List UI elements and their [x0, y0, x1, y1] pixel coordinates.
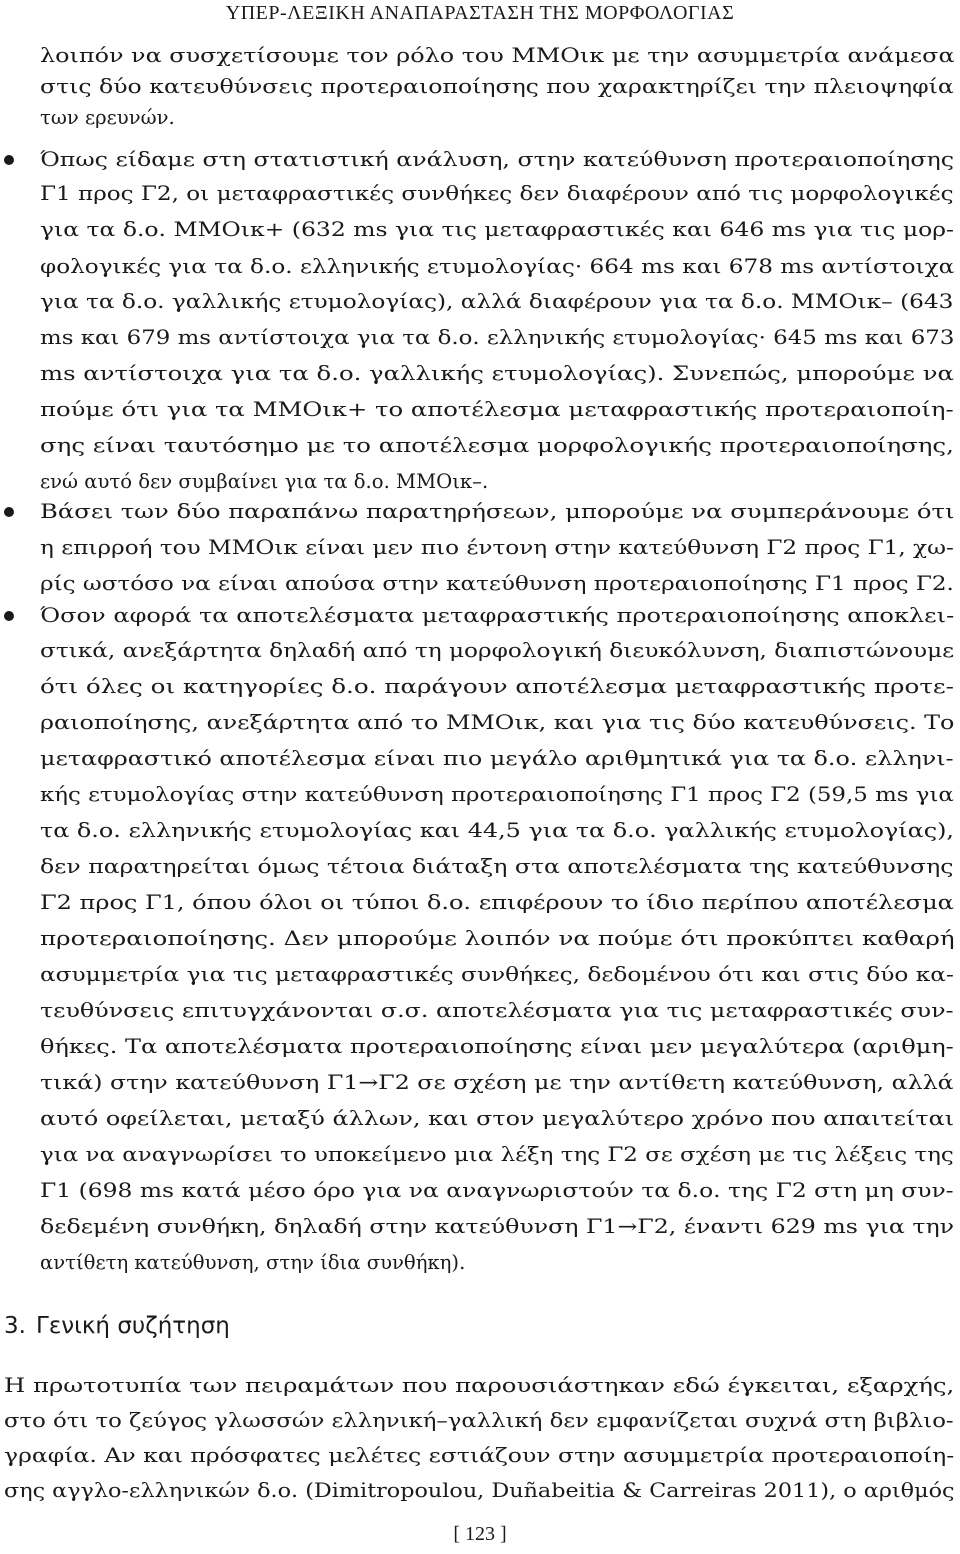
section-line: σης αγγλο-ελληνικών δ.ο. (Dimitropoulou, Duñabeitia & Carreiras 2011), ο αριθμός — [4, 1479, 955, 1502]
body-line: στικά, ανεξάρτητα δηλαδή από τη μορφολογική διευκόλυνση, διαπιστώνουμε — [40, 639, 955, 662]
body-line: μεταφραστικό αποτέλεσμα είναι πιο μεγάλο αριθμητικά για τα δ.ο. ελληνι- — [40, 747, 954, 770]
body-line: Γ1 (698 ms κατά μέσο όρο για να αναγνωριστούν τα δ.ο. της Γ2 στη μη συν- — [40, 1179, 954, 1202]
body-line: ενώ αυτό δεν συμβαίνει για τα δ.ο. ΜΜΟικ–. — [40, 470, 489, 493]
body-line: δεν παρατηρείται όμως τέτοια διάταξη στα αποτελέσματα της κατεύθυνσης — [40, 855, 954, 878]
body-line: τα δ.ο. ελληνικής ετυμολογίας και 44,5 για τα δ.ο. γαλλικής ετυμολογίας), — [40, 819, 955, 842]
body-line: Βάσει των δύο παραπάνω παρατηρήσεων, μπορούμε να συμπεράνουμε ότι — [40, 500, 955, 523]
section-line: στο ότι το ζεύγος γλωσσών ελληνική–γαλλική δεν εμφανίζεται συχνά στη βιβλιο- — [4, 1409, 954, 1432]
body-line: η επιρροή του ΜΜΟικ είναι μεν πιο έντονη στην κατεύθυνση Γ2 προς Γ1, χω- — [40, 536, 954, 559]
body-line: ραιοποίησης, ανεξάρτητα από το ΜΜΟικ, και για τις δύο κατευθύνσεις. Το — [40, 711, 955, 734]
section-number: 3. — [4, 1313, 26, 1339]
body-line: Όσον αφορά τα αποτελέσματα μεταφραστικής προτεραιοποίησης αποκλει- — [40, 604, 955, 627]
body-line: λοιπόν να συσχετίσουμε τον ρόλο του ΜΜΟικ με την ασυμμετρία ανάμεσα — [40, 44, 955, 67]
body-line: για να αναγνωρίσει το υποκείμενο μια λέξη της Γ2 σε σχέση με τις λέξεις της — [40, 1143, 954, 1166]
body-line: δεδεμένη συνθήκη, δηλαδή στην κατεύθυνση Γ1→Γ2, έναντι 629 ms για την — [40, 1215, 955, 1238]
section-line: γραφία. Αν και πρόσφατες μελέτες εστιάζουν στην ασυμμετρία προτεραιοποίη- — [4, 1444, 955, 1467]
body-line: φολογικές για τα δ.ο. ελληνικής ετυμολογίας· 664 ms και 678 ms αντίστοιχα — [40, 255, 955, 278]
section-line: Η πρωτοτυπία των πειραμάτων που παρουσιάστηκαν εδώ έγκειται, εξαρχής, — [4, 1374, 955, 1397]
body-line: για τα δ.ο. γαλλικής ετυμολογίας), αλλά διαφέρουν για τα δ.ο. ΜΜΟικ– (643 — [40, 290, 954, 313]
body-line: ms και 679 ms αντίστοιχα για τα δ.ο. ελληνικής ετυμολογίας· 645 ms και 673 — [40, 326, 955, 349]
body-line: πούμε ότι για τα ΜΜΟικ+ το αποτέλεσμα μεταφραστικής προτεραιοποίη- — [40, 398, 954, 421]
body-line: τευθύνσεις επιτυγχάνονται σ.σ. αποτελέσματα για τις μεταφραστικές συν- — [40, 999, 954, 1022]
body-line: σης είναι ταυτόσημο με το αποτέλεσμα μορφολογικής προτεραιοποίησης, — [40, 434, 954, 457]
bullet-icon — [4, 611, 14, 621]
body-line: αυτό οφείλεται, μεταξύ άλλων, και στον μεγαλύτερο χρόνο που απαιτείται — [40, 1107, 955, 1130]
section-title: Γενική συζήτηση — [36, 1313, 230, 1339]
body-line: ασυμμετρία για τις μεταφραστικές συνθήκες, δεδομένου ότι και στις δύο κα- — [40, 963, 954, 986]
running-head: ΥΠΕΡ-ΛΕΞΙΚΗ ΑΝΑΠΑΡΑΣΤΑΣΗ ΤΗΣ ΜΟΡΦΟΛΟΓΙΑΣ — [225, 2, 735, 24]
section-heading — [4, 1310, 230, 1342]
body-line: ms αντίστοιχα για τα δ.ο. γαλλικής ετυμολογίας). Συνεπώς, μπορούμε να — [40, 362, 954, 385]
body-line: κής ετυμολογίας στην κατεύθυνση προτεραιοποίησης Γ1 προς Γ2 (59,5 ms για — [40, 783, 954, 806]
body-line: θήκες. Τα αποτελέσματα προτεραιοποίησης είναι μεν μεγαλύτερα (αριθμη- — [40, 1035, 954, 1058]
body-line: αντίθετη κατεύθυνση, στην ίδια συνθήκη). — [40, 1251, 466, 1274]
body-line: Γ2 προς Γ1, όπου όλοι οι τύποι δ.ο. επιφέρουν το ίδιο περίπου αποτέλεσμα — [40, 891, 954, 914]
body-line: προτεραιοποίησης. Δεν μπορούμε λοιπόν να πούμε ότι προκύπτει καθαρή — [40, 927, 955, 950]
body-line: Όπως είδαμε στη στατιστική ανάλυση, στην κατεύθυνση προτεραιοποίησης — [40, 148, 954, 171]
body-line: τικά) στην κατεύθυνση Γ1→Γ2 σε σχέση με την αντίθετη κατεύθυνση, αλλά — [40, 1071, 954, 1094]
body-line: στις δύο κατευθύνσεις προτεραιοποίησης που χαρακτηρίζει την πλειοψηφία — [40, 75, 954, 98]
bullet-icon — [4, 155, 14, 165]
body-line: Γ1 προς Γ2, οι μεταφραστικές συνθήκες δεν διαφέρουν από τις μορφολογικές — [40, 182, 954, 205]
body-line: των ερευνών. — [40, 106, 175, 129]
body-line: ρίς ωστόσο να είναι απούσα στην κατεύθυνση προτεραιοποίησης Γ1 προς Γ2. — [40, 572, 954, 595]
body-line: για τα δ.ο. ΜΜΟικ+ (632 ms για τις μεταφραστικές και 646 ms για τις μορ- — [40, 218, 954, 241]
bullet-icon — [4, 507, 14, 517]
page-number: [ 123 ] — [453, 1523, 507, 1545]
body-line: ότι όλες οι κατηγορίες δ.ο. παράγουν αποτέλεσμα μεταφραστικής προτε- — [40, 675, 954, 698]
